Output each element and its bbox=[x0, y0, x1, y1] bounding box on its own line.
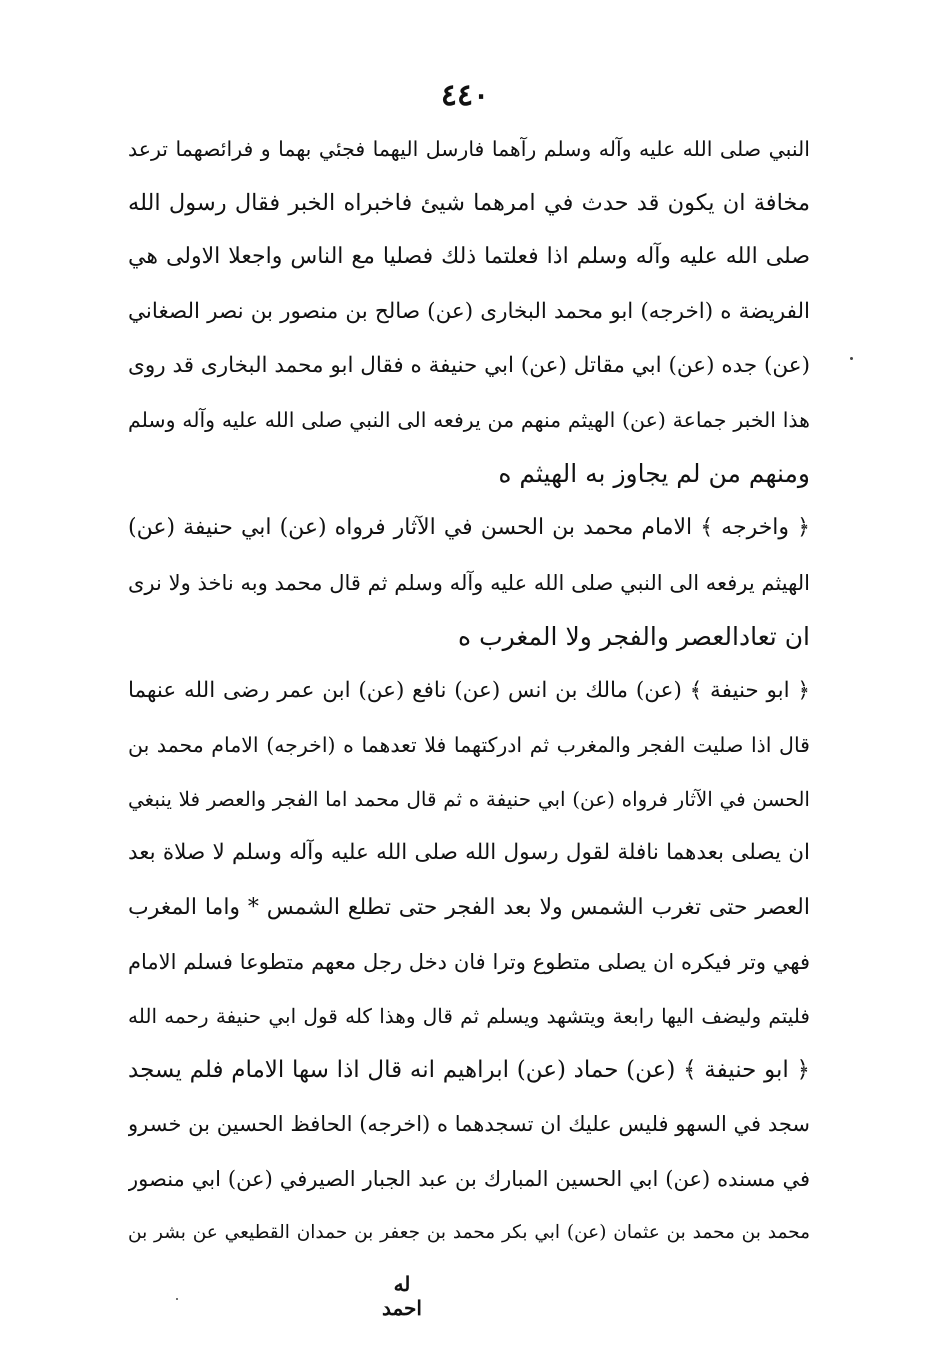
text-line-19: سجد في السهو فليس عليك ان تسجدهما ه (اخرجه) الحافظ الحسين بن خسرو bbox=[128, 1112, 810, 1137]
text-line-6: هذا الخبر جماعة (عن) الهيثم منهم من يرفعه الى النبي صلى الله عليه وآله وسلم bbox=[128, 407, 810, 432]
text-line-21: محمد بن محمد بن عثمان (عن) ابي بكر محمد بن جعفر بن حمدان القطيعي عن بشر بن bbox=[128, 1221, 810, 1243]
text-line-7: ومنهم من لم يجاوز به الهيثم ه bbox=[498, 459, 810, 489]
text-line-13: الحسن في الآثار فرواه (عن) ابي حنيفة ه ثم قال محمد اما الفجر والعصر فلا ينبغي bbox=[128, 787, 810, 812]
text-line-17: فليتم وليضف اليها رابعة ويتشهد ويسلم ثم قال وهذا كله قول ابي حنيفة رحمه الله bbox=[128, 1004, 810, 1028]
text-line-1: النبي صلى الله عليه وآله وسلم رآهما فارسل اليهما فجئي بهما و فرائصهما ترعد bbox=[128, 137, 810, 161]
text-line-18: ﴿ ابو حنيفة ﴾ (عن) حماد (عن) ابراهيم انه قال اذا سها الامام فلم يسجد bbox=[128, 1057, 810, 1084]
text-line-10: ان تعادالعصر والفجر ولا المغرب ه bbox=[458, 621, 810, 651]
footer-signature: له احمد bbox=[382, 1272, 422, 1320]
body-text bbox=[128, 122, 810, 1260]
text-line-20: في مسنده (عن) ابي الحسين المبارك بن عبد الجبار الصيرفي (عن) ابي منصور bbox=[128, 1166, 810, 1191]
text-line-4: الفريضة ه (اخرجه) ابو محمد البخارى (عن) صالح بن منصور بن نصر الصغاني bbox=[128, 298, 810, 324]
page-number: ٤٤٠ bbox=[440, 78, 490, 113]
scan-speck bbox=[176, 1298, 178, 1300]
text-line-2: مخافة ان يكون قد حدث في امرهما شيئ فاخبراه الخبر فقال رسول الله bbox=[128, 190, 810, 217]
text-line-8: ﴿ واخرجه ﴾ الامام محمد بن الحسن في الآثار فرواه (عن) ابي حنيفة (عن) bbox=[128, 515, 810, 541]
text-line-14: ان يصلى بعدهما نافلة لقول رسول الله صلى الله عليه وآله وسلم لا صلاة بعد bbox=[128, 840, 810, 866]
text-line-11: ﴿ ابو حنيفة ﴾ (عن) مالك بن انس (عن) نافع (عن) ابن عمر رضى الله عنهما bbox=[128, 677, 810, 703]
scan-speck bbox=[850, 357, 853, 360]
text-line-12: قال اذا صليت الفجر والمغرب ثم ادركتهما فلا تعدهما ه (اخرجه) الامام محمد بن bbox=[128, 733, 810, 758]
text-line-15: العصر حتى تغرب الشمس ولا بعد الفجر حتى تطلع الشمس * واما المغرب bbox=[128, 894, 810, 920]
text-line-9: الهيثم يرفعه الى النبي صلى الله عليه وآله وسلم ثم قال محمد وبه ناخذ ولا نرى bbox=[128, 570, 810, 595]
text-line-5: (عن) جده (عن) ابي مقاتل (عن) ابي حنيفة ه فقال ابو محمد البخارى قد روى bbox=[128, 352, 810, 378]
text-line-3: صلى الله عليه وآله وسلم اذا فعلتما ذلك فصليا مع الناس واجعلا الاولى هي bbox=[128, 244, 810, 270]
text-line-16: فهي وتر فيكره ان يصلى متطوع وترا فان دخل رجل معهم متطوعا فسلم الامام bbox=[128, 949, 810, 974]
